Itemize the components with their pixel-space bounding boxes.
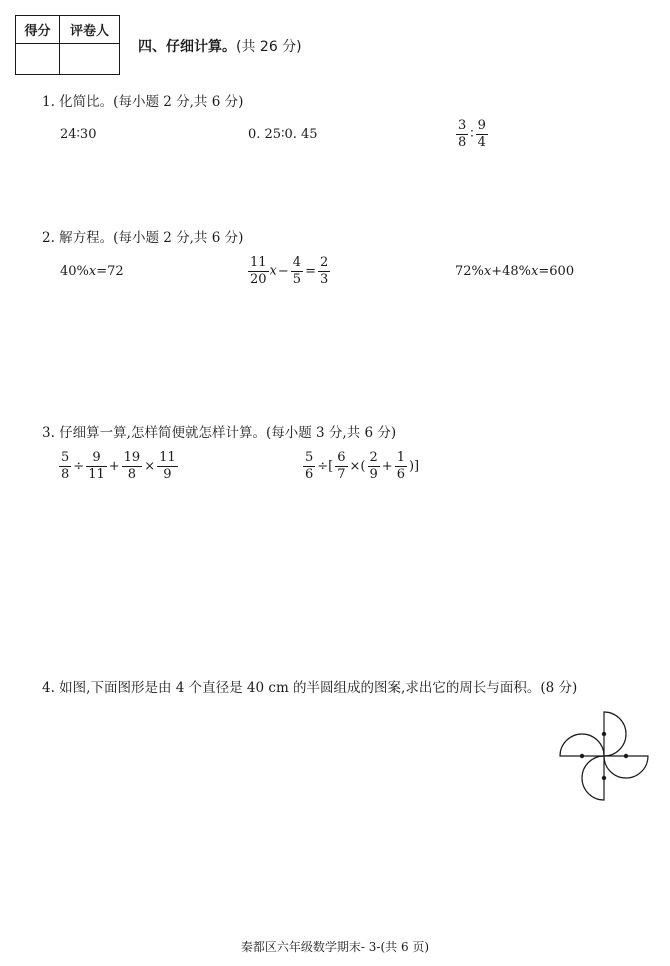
- q1-item-c: $\frac{3}{8}$ ∶ $\frac{9}{4}$: [458, 118, 486, 150]
- q3-title: 3. 仔细算一算,怎样简便就怎样计算。(每小题 3 分,共 6 分): [42, 425, 397, 441]
- fraction: $\frac{5}{6}$: [305, 450, 314, 482]
- fraction: $\frac{1}{6}$: [396, 450, 405, 482]
- q3-item-a: $\frac{5}{8}$ ÷ $\frac{9}{11}$ + $\frac{19}{8}$ × $\frac{11}{9}$: [61, 450, 176, 482]
- section-points: (共 26 分): [236, 39, 302, 55]
- semicircle-bottom: [582, 756, 604, 800]
- section-title: [138, 36, 302, 56]
- q1-item-a: 24∶30: [60, 127, 97, 142]
- center-dot-top: [602, 732, 606, 736]
- semicircle-pinwheel-figure: [548, 700, 660, 812]
- fraction: $\frac{11}{20}$: [250, 255, 267, 287]
- score-cell: [16, 44, 60, 75]
- center-dot-bottom: [602, 776, 606, 780]
- fraction: $\frac{2}{3}$: [319, 255, 329, 287]
- grader-header: 评卷人: [60, 16, 120, 44]
- grader-cell: [60, 44, 120, 75]
- fraction: $\frac{3}{8}$: [458, 118, 467, 150]
- score-table: [15, 15, 120, 75]
- center-dot-left: [580, 754, 584, 758]
- semicircle-right: [604, 756, 648, 778]
- q2-title: 2. 解方程。(每小题 2 分,共 6 分): [42, 230, 244, 246]
- fraction: $\frac{4}{5}$: [292, 255, 302, 287]
- fraction: $\frac{9}{4}$: [477, 118, 486, 150]
- semicircle-left: [560, 734, 604, 756]
- fraction: $\frac{11}{9}$: [159, 450, 176, 482]
- q1-item-b: 0. 25∶0. 45: [248, 127, 318, 142]
- fraction: $\frac{9}{11}$: [88, 450, 105, 482]
- semicircle-top: [604, 712, 626, 756]
- score-header: 得分: [16, 16, 60, 44]
- fraction: $\frac{19}{8}$: [123, 450, 141, 482]
- center-dot-right: [624, 754, 628, 758]
- fraction: $\frac{6}{7}$: [337, 450, 346, 482]
- section-title-text: 四、仔细计算。: [138, 39, 236, 55]
- page-footer: 秦都区六年级数学期末- 3-(共 6 页): [240, 940, 430, 954]
- fraction: $\frac{5}{8}$: [61, 450, 70, 482]
- q2-item-b: $\frac{11}{20}$ x− $\frac{4}{5}$ = $\frac{2}{3}$: [250, 255, 329, 287]
- q3-item-b: $\frac{5}{6}$ ÷[ $\frac{6}{7}$ ×( $\frac{2}{9}$ + $\frac{1}{6}$ )]: [305, 450, 420, 482]
- q1-title: 1. 化简比。(每小题 2 分,共 6 分): [42, 94, 244, 110]
- q2-item-a: 40%x=72: [60, 264, 124, 279]
- fraction: $\frac{2}{9}$: [369, 450, 378, 482]
- q2-item-c: 72%x+48%x=600: [455, 264, 575, 279]
- q4-title: 4. 如图,下面图形是由 4 个直径是 40 cm 的半圆组成的图案,求出它的周长与面积。(8 分): [42, 680, 578, 696]
